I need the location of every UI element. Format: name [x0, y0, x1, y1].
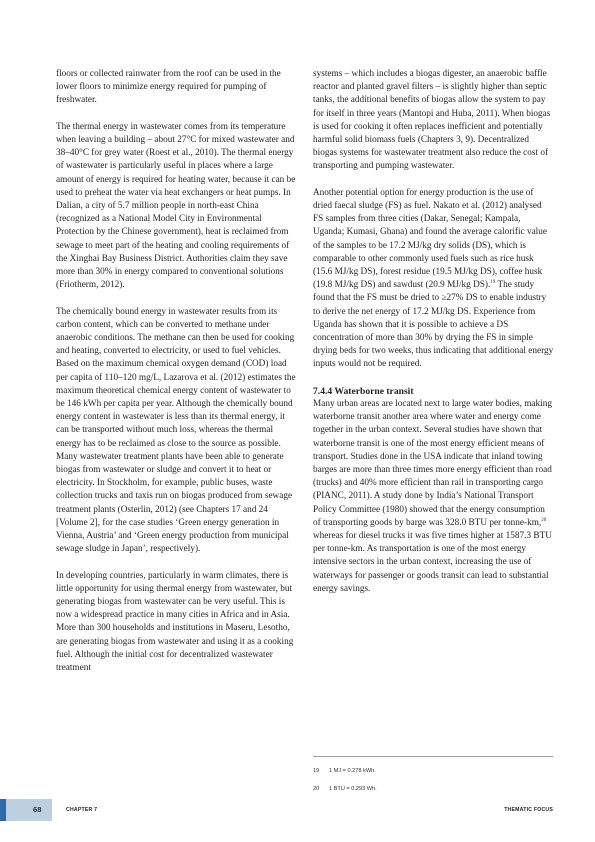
page-footer [0, 799, 595, 821]
body-paragraph: systems – which includes a biogas digester, an anaerobic baffle reactor and planted gravel filters – is slightly higher than septic tanks, the additional benefits of biogas allow the system to pay for itself in three years (Mantopi and Huba, 2011). When biogas is used for cooking it often replaces inefficient and potentially harmful solid biomass fuels (Chapters 3, 9). Decentralized biogas systems for wastewater treatment also reduce the cost of transporting and pumping wastewater. [313, 69, 551, 172]
body-text: Another potential option for energy production is the use of dried faecal sludge (FS) as fuel. Nakato et al. (2012) analysed FS samples from three cities (Dakar, Senegal; Kampala, Uganda; Kumasi, Ghana) and found the average calorific value of the samples to be 17.2 MJ/kg dry solids (DS), which is comparable to other commonly used fuels such as rice husk (15.6 MJ/kg DS), forest residue (19.5 MJ/kg DS), coffee husk (19.8 MJ/kg DS) and sawdust (20.9 MJ/kg DS). [313, 187, 547, 291]
footnote-ref: 19 [490, 280, 496, 286]
footnote [313, 786, 553, 792]
footnote-number: 20 [313, 786, 320, 792]
chapter-label: CHAPTER 7 [66, 807, 98, 813]
body-paragraph [313, 398, 554, 596]
footnote-divider [313, 756, 553, 757]
footnote-text: 1 BTU = 0.293 Wh. [329, 786, 377, 792]
body-paragraph: The chemically bound energy in wastewater results from its carbon content, which can be converted to methane under anaerobic conditions. The methane can then be used for cooking and heating, converted to electricity, or used to fuel vehicles. Based on the maximum chemical oxygen demand (COD) load per capita of 110–120 mg/L, Lazarova et al. (2012) estimates the maximum theoretical chemical energy content of wastewater to be 146 kWh per capita per year. Although the chemically bound energy content in wastewater is less than its thermal energy, it can be transported without much loss, whereas the thermal energy has to be reclaimed as close to the source as possible. Many wastewater treatment plants have been able to generate biogas from wastewater or sludge and convert it to heat or electricity. In Stockholm, for example, public buses, waste collection trucks and taxis run on biogas produced from sewage treatment plants (Osterlin, 2012) (see Chapters 17 and 24 [Volume 2], for the case studies ‘Green energy generation in Vienna, Austria’ and ‘Green energy production from municipal sewage sludge in Japan’, respectively). [56, 306, 296, 555]
body-text: Many urban areas are located next to large water bodies, making waterborne transit another area where water and energy come together in the urban context. Several studies have shown that waterborne transit is one of the most energy efficient means of transport. Studies done in the USA indicate that inland towing barges are more than three times more energy efficient than road (trucks) and 40% more efficient than rail in transporting cargo (PIANC, 2011). A study done by India’s National Transport Policy Committee (1980) showed that the energy consumption of transporting goods by barge was 328.0 BTU per tonne-km, [313, 399, 552, 528]
body-paragraph: floors or collected rainwater from the roof can be used in the lower floors to minimize energy required for pumping of freshwater. [56, 69, 281, 106]
section-label: THEMATIC FOCUS [504, 807, 553, 813]
right-column [313, 68, 554, 596]
body-paragraph: In developing countries, particularly in warm climates, there is little opportunity for using thermal energy from wastewater, but generating biogas from wastewater can be very useful. This is now a widespread practice in many cities in Africa and in Asia. More than 300 households and institutions in Maseru, Lesotho, are generating biogas from wastewater and using it as a cooking fuel. Although the initial cost for decentralized wastewater treatment [56, 570, 294, 674]
footnote-text: 1 MJ = 0.278 kWh. [329, 768, 376, 774]
page-number: 68 [33, 805, 42, 814]
page-accent-stripe [0, 799, 6, 821]
body-text: The study found that the FS must be dried to ≥27% DS to enable industry to derive the net energy of 17.2 MJ/kg DS. Experience from Uganda has shown that it is possible to achieve a DS concentration of more than 30% by drying the FS in simple drying beds for two weeks, thus indicating that additional energy inputs would not be required. [313, 280, 554, 370]
footnote-ref: 20 [541, 517, 547, 523]
body-text: whereas for diesel trucks it was five times higher at 1587.3 BTU per tonne-km. As transportation is one of the most energy intensive sectors in the urban context, increasing the use of waterways for passenger or goods transit can lead to substantial energy savings. [313, 531, 552, 594]
body-paragraph: The thermal energy in wastewater comes from its temperature when leaving a building – about 27°C for mixed wastewater and 38–40°C for grey water (Roest et al., 2010). The thermal energy of wastewater is particularly useful in places where a large amount of energy is required for heating water, because it can be used to preheat the water via heat exchangers or heat pumps. In Dalian, a city of 5.7 million people in north-east China (recognized as a National Model City in Environmental Protection by the Chinese government), heat is reclaimed from sewage to meet part of the heating and cooling requirements of the Xinghai Bay Business District. Authorities claim they save more than 30% in energy compared to conventional solutions (Friotherm, 2012). [56, 121, 296, 291]
left-column [56, 68, 297, 675]
footnote [313, 768, 553, 774]
footnote-number: 19 [313, 768, 320, 774]
section-heading: 7.4.4 Waterborne transit [313, 385, 414, 397]
body-paragraph [313, 187, 554, 372]
page-number-box [0, 799, 52, 821]
